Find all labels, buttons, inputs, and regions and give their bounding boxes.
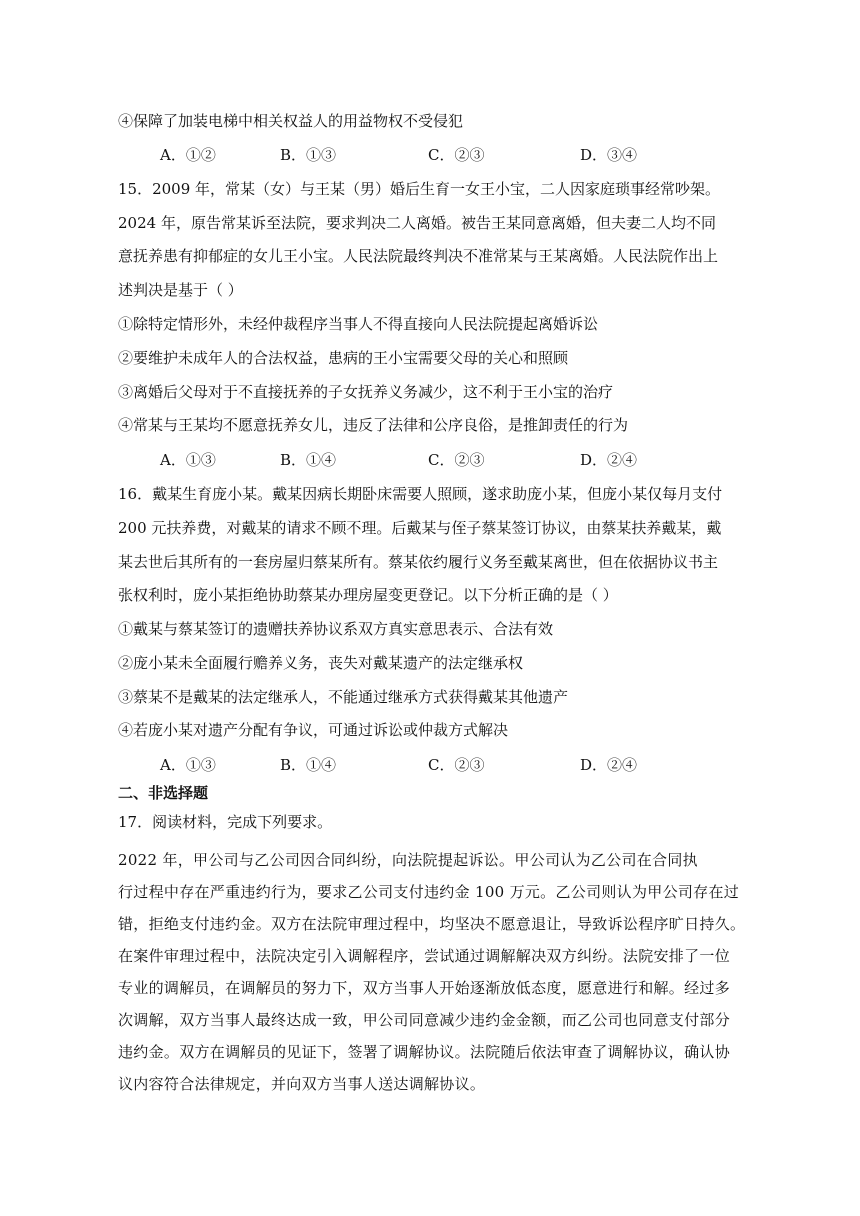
q15-option-b: B．①④ — [280, 451, 337, 469]
material-line-4: 在案件审理过程中，法院决定引入调解程序，尝试通过调解解决双方纠纷。法院安排了一位 — [118, 947, 731, 965]
q14-option-d: D．③④ — [580, 146, 638, 164]
q16-stem-line-1: 16．戴某生育庞小某。戴某因病长期卧床需要人照顾，遂求助庞小某，但庞小某仅每月支付 — [118, 485, 723, 503]
q16-option-b: B．①④ — [280, 756, 337, 774]
q16-stem-line-4: 张权利时，庞小某拒绝协助蔡某办理房屋变更登记。以下分析正确的是（ ） — [118, 586, 618, 604]
q14-option-c: C．②③ — [428, 146, 485, 164]
q15-option-a: A．①③ — [160, 451, 216, 469]
material-line-6: 次调解，双方当事人最终达成一致，甲公司同意减少违约金金额，而乙公司也同意支付部分 — [118, 1011, 731, 1029]
material-line-7: 违约金。双方在调解员的见证下，签署了调解协议。法院随后依法审查了调解协议，确认协 — [118, 1043, 731, 1061]
q16-option-a: A．①③ — [160, 756, 216, 774]
q15-stem-line-1: 15．2009 年，常某（女）与王某（男）婚后生育一女王小宝，二人因家庭琐事经常吵架。 — [118, 180, 721, 198]
material-line-8: 议内容符合法律规定，并向双方当事人送达调解协议。 — [118, 1075, 486, 1093]
q15-item-3: ③离婚后父母对于不直接抚养的子女抚养义务减少，这不利于王小宝的治疗 — [118, 383, 614, 401]
q16-option-d: D．②④ — [580, 756, 638, 774]
material-line-5: 专业的调解员，在调解员的努力下，双方当事人开始逐渐放低态度，愿意进行和解。经过多 — [118, 979, 731, 997]
q15-option-d: D．②④ — [580, 451, 638, 469]
q16-item-2: ②庞小某未全面履行赡养义务，丧失对戴某遗产的法定继承权 — [118, 654, 524, 672]
section-heading: 二、非选择题 — [118, 784, 209, 802]
q15-item-4: ④常某与王某均不愿意抚养女儿，违反了法律和公序良俗，是推卸责任的行为 — [118, 416, 629, 434]
q16-item-1: ①戴某与蔡某签订的遗赠扶养协议系双方真实意思表示、合法有效 — [118, 620, 554, 638]
q16-item-4: ④若庞小某对遗产分配有争议，可通过诉讼或仲裁方式解决 — [118, 721, 509, 739]
q17-intro: 17．阅读材料，完成下列要求。 — [118, 813, 333, 831]
q15-stem-line-4: 述判决是基于（ ） — [118, 281, 243, 299]
q16-option-c: C．②③ — [428, 756, 485, 774]
q15-item-2: ②要维护未成年人的合法权益，患病的王小宝需要父母的关心和照顾 — [118, 349, 569, 367]
material-line-1: 2022 年，甲公司与乙公司因合同纠纷，向法院提起诉讼。甲公司认为乙公司在合同执 — [118, 851, 698, 869]
q16-item-3: ③蔡某不是戴某的法定继承人，不能通过继承方式获得戴某其他遗产 — [118, 688, 569, 706]
q16-stem-line-3: 某去世后其所有的一套房屋归蔡某所有。蔡某依约履行义务至戴某离世，但在依据协议书主 — [118, 553, 719, 571]
q14-item-4: ④保障了加装电梯中相关权益人的用益物权不受侵犯 — [118, 112, 464, 130]
q15-stem-line-3: 意抚养患有抑郁症的女儿王小宝。人民法院最终判决不准常某与王某离婚。人民法院作出上 — [118, 247, 719, 265]
q14-option-b: B．①③ — [280, 146, 337, 164]
q15-item-1: ①除特定情形外，未经仲裁程序当事人不得直接向人民法院提起离婚诉讼 — [118, 315, 599, 333]
q16-stem-line-2: 200 元扶养费，对戴某的请求不顾不理。后戴某与侄子蔡某签订协议，由蔡某扶养戴某，戴 — [118, 519, 722, 537]
q15-option-c: C．②③ — [428, 451, 485, 469]
material-line-2: 行过程中存在严重违约行为，要求乙公司支付违约金 100 万元。乙公司则认为甲公司存在过 — [118, 883, 740, 901]
material-line-3: 错，拒绝支付违约金。双方在法院审理过程中，均坚决不愿意退让，导致诉讼程序旷日持久。 — [118, 915, 746, 933]
q15-stem-line-2: 2024 年，原告常某诉至法院，要求判决二人离婚。被告王某同意离婚，但夫妻二人均不同 — [118, 214, 716, 232]
q14-option-a: A．①② — [160, 146, 216, 164]
